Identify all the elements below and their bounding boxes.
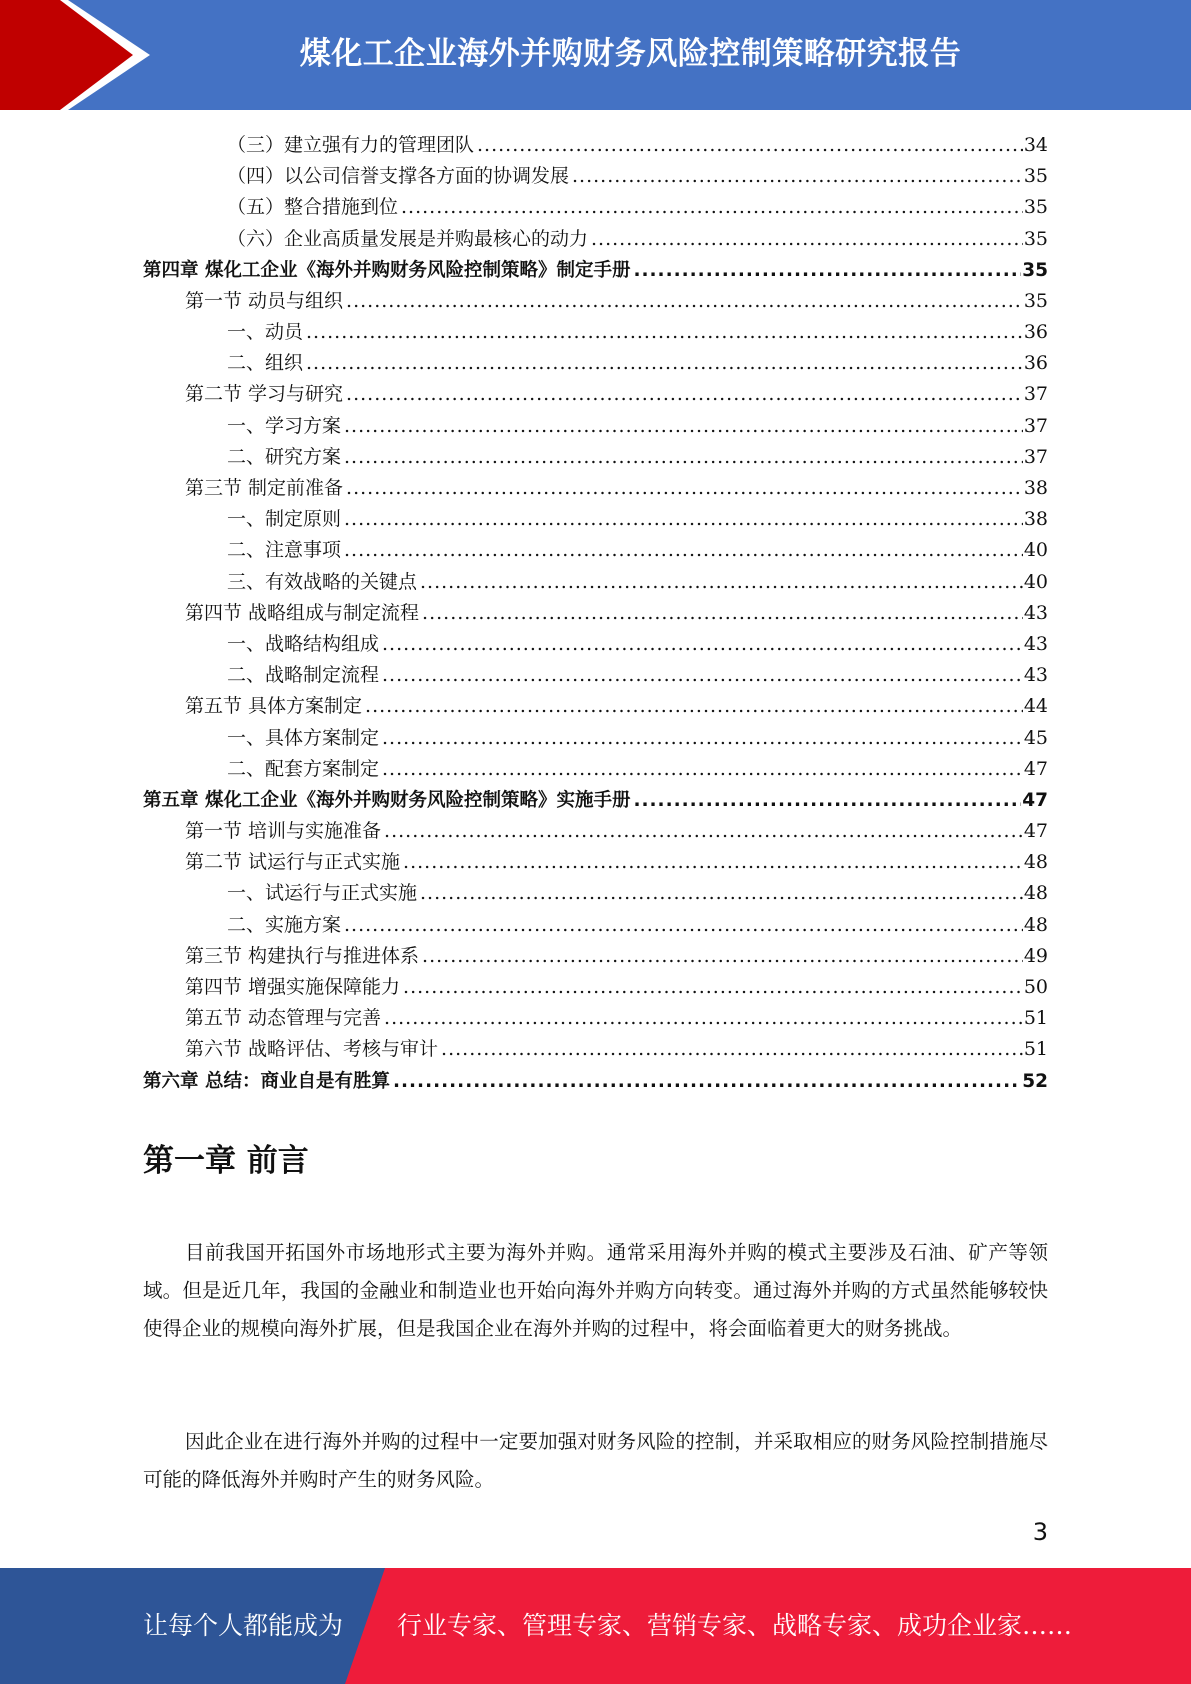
toc-entry-page: 34 <box>1023 133 1048 156</box>
toc-leader-dots <box>384 816 1023 847</box>
toc-entry[interactable] <box>143 754 1048 785</box>
toc-entry-page: 47 <box>1022 789 1048 811</box>
toc-entry-title: 一、制定原则 <box>227 508 342 531</box>
toc-entry-page: 45 <box>1023 726 1048 749</box>
toc-entry-page: 52 <box>1022 1070 1048 1092</box>
toc-leader-dots <box>365 691 1023 722</box>
toc-entry[interactable] <box>143 224 1048 255</box>
toc-leader-dots <box>422 598 1023 629</box>
toc-entry[interactable] <box>143 879 1048 910</box>
toc-entry[interactable] <box>143 473 1048 504</box>
footer-slogan-right: 行业专家、管理专家、营销专家、战略专家、成功企业家…… <box>397 1611 1073 1640</box>
toc-leader-dots <box>346 286 1023 317</box>
toc-entry[interactable] <box>143 598 1048 629</box>
toc-entry-title: 第四节 战略组成与制定流程 <box>185 601 420 624</box>
toc-entry-page: 50 <box>1023 976 1048 999</box>
toc-entry[interactable] <box>143 723 1048 754</box>
toc-entry[interactable] <box>143 161 1048 192</box>
toc-entry[interactable] <box>143 255 1048 286</box>
toc-entry[interactable] <box>143 1034 1048 1065</box>
toc-leader-dots <box>403 847 1023 878</box>
toc-entry-title: 一、试运行与正式实施 <box>227 882 418 905</box>
toc-entry-page: 47 <box>1023 757 1048 780</box>
toc-entry-title: 第一节 培训与实施准备 <box>185 820 382 843</box>
toc-entry-title: 第五节 动态管理与完善 <box>185 1007 382 1030</box>
toc-entry[interactable] <box>143 629 1048 660</box>
toc-leader-dots <box>477 130 1023 161</box>
paragraph-2: 因此企业在进行海外并购的过程中一定要加强对财务风险的控制，并采取相应的财务风险控制措施尽可能的降低海外并购时产生的财务风险。 <box>143 1430 1048 1491</box>
toc-entry[interactable] <box>143 941 1048 972</box>
table-of-contents <box>143 130 1048 1097</box>
toc-entry[interactable] <box>143 1066 1048 1097</box>
toc-entry-page: 51 <box>1023 1038 1048 1061</box>
toc-leader-dots <box>420 878 1023 909</box>
toc-leader-dots <box>344 910 1023 941</box>
toc-entry[interactable] <box>143 317 1048 348</box>
toc-leader-dots <box>393 1066 1021 1097</box>
toc-entry[interactable] <box>143 504 1048 535</box>
toc-entry-page: 47 <box>1023 820 1048 843</box>
toc-leader-dots <box>382 754 1023 785</box>
toc-entry-title: （五）整合措施到位 <box>227 196 399 219</box>
toc-entry-page: 35 <box>1023 289 1048 312</box>
toc-entry-page: 35 <box>1023 227 1048 250</box>
page-number: 3 <box>1032 1518 1048 1546</box>
toc-entry-title: 第五节 具体方案制定 <box>185 695 363 718</box>
toc-entry-title: 三、有效战略的关键点 <box>227 570 418 593</box>
toc-entry-page: 38 <box>1023 508 1048 531</box>
toc-leader-dots <box>403 972 1023 1003</box>
toc-entry-title: （三）建立强有力的管理团队 <box>227 133 475 156</box>
toc-leader-dots <box>344 504 1023 535</box>
toc-entry-title: 第四章 煤化工企业《海外并购财务风险控制策略》制定手册 <box>143 259 631 281</box>
page-footer <box>0 1568 1191 1684</box>
toc-entry-title: 一、动员 <box>227 321 304 344</box>
toc-entry-page: 43 <box>1023 664 1048 687</box>
toc-entry-title: 二、研究方案 <box>227 445 342 468</box>
toc-leader-dots <box>382 629 1023 660</box>
toc-entry-page: 43 <box>1023 632 1048 655</box>
toc-entry-title: 第二节 学习与研究 <box>185 383 344 406</box>
toc-entry-page: 38 <box>1023 477 1048 500</box>
toc-entry-page: 48 <box>1023 851 1048 874</box>
toc-leader-dots <box>344 535 1023 566</box>
toc-entry-page: 48 <box>1023 882 1048 905</box>
toc-entry-title: 第三节 构建执行与推进体系 <box>185 944 420 967</box>
toc-entry-title: 第六章 总结：商业自是有胜算 <box>143 1070 390 1092</box>
toc-entry-title: 一、学习方案 <box>227 414 342 437</box>
toc-entry[interactable] <box>143 660 1048 691</box>
toc-entry-page: 43 <box>1023 601 1048 624</box>
toc-entry[interactable] <box>143 847 1048 878</box>
toc-leader-dots <box>441 1034 1023 1065</box>
toc-entry[interactable] <box>143 348 1048 379</box>
header-arrow-icon <box>0 0 150 110</box>
toc-entry[interactable] <box>143 691 1048 722</box>
toc-leader-dots <box>633 785 1021 816</box>
footer-slogan-left: 让每个人都能成为 <box>143 1611 344 1640</box>
toc-leader-dots <box>591 224 1023 255</box>
toc-entry[interactable] <box>143 286 1048 317</box>
toc-entry-title: 二、组织 <box>227 352 304 375</box>
toc-leader-dots <box>382 723 1023 754</box>
toc-entry[interactable] <box>143 130 1048 161</box>
toc-entry[interactable] <box>143 567 1048 598</box>
toc-entry-page: 35 <box>1023 165 1048 188</box>
toc-entry[interactable] <box>143 411 1048 442</box>
toc-entry[interactable] <box>143 972 1048 1003</box>
toc-leader-dots <box>346 379 1023 410</box>
toc-entry-page: 51 <box>1023 1007 1048 1030</box>
toc-entry-page: 49 <box>1023 944 1048 967</box>
toc-entry-title: 第六节 战略评估、考核与审计 <box>185 1038 439 1061</box>
toc-entry[interactable] <box>143 785 1048 816</box>
toc-entry-page: 36 <box>1023 321 1048 344</box>
toc-entry-title: 二、战略制定流程 <box>227 664 380 687</box>
toc-leader-dots <box>344 442 1023 473</box>
toc-entry-page: 37 <box>1023 383 1048 406</box>
toc-entry-page: 37 <box>1023 445 1048 468</box>
toc-entry[interactable] <box>143 380 1048 411</box>
toc-leader-dots <box>422 941 1023 972</box>
toc-entry-title: （四）以公司信誉支撑各方面的协调发展 <box>227 165 570 188</box>
toc-entry-title: 二、注意事项 <box>227 539 342 562</box>
toc-leader-dots <box>572 161 1023 192</box>
toc-entry-title: 一、具体方案制定 <box>227 726 380 749</box>
toc-entry[interactable] <box>143 816 1048 847</box>
toc-entry-title: 第四节 增强实施保障能力 <box>185 976 401 999</box>
toc-leader-dots <box>346 473 1023 504</box>
toc-entry-title: 第三节 制定前准备 <box>185 477 344 500</box>
toc-entry-page: 35 <box>1022 259 1048 281</box>
toc-entry-title: 二、配套方案制定 <box>227 757 380 780</box>
toc-entry-title: 第二节 试运行与正式实施 <box>185 851 401 874</box>
page-header <box>0 0 1191 110</box>
toc-leader-dots <box>382 660 1023 691</box>
toc-entry-page: 36 <box>1023 352 1048 375</box>
toc-entry[interactable] <box>143 442 1048 473</box>
toc-entry-page: 40 <box>1023 570 1048 593</box>
toc-leader-dots <box>633 255 1021 286</box>
toc-leader-dots <box>306 317 1023 348</box>
toc-entry[interactable] <box>143 910 1048 941</box>
paragraph-1: 目前我国开拓国外市场地形式主要为海外并购。通常采用海外并购的模式主要涉及石油、矿产等领域。但是近几年，我国的金融业和制造业也开始向海外并购方向转变。通过海外并购的方式虽然能够较快使得企业的规模向海外扩展，但是我国企业在海外并购的过程中，将会面临着更大的财务挑战。 <box>143 1241 1048 1340</box>
toc-entry-title: 一、战略结构组成 <box>227 632 380 655</box>
toc-leader-dots <box>344 411 1023 442</box>
toc-entry[interactable] <box>143 535 1048 566</box>
toc-entry-title: 第一节 动员与组织 <box>185 289 344 312</box>
toc-entry-title: 第五章 煤化工企业《海外并购财务风险控制策略》实施手册 <box>143 789 631 811</box>
toc-leader-dots <box>384 1003 1023 1034</box>
toc-entry-page: 37 <box>1023 414 1048 437</box>
toc-entry-page: 35 <box>1023 196 1048 219</box>
chapter-heading: 第一章 前言 <box>143 1143 309 1179</box>
report-title: 煤化工企业海外并购财务风险控制策略研究报告 <box>299 35 962 72</box>
toc-leader-dots <box>401 192 1023 223</box>
toc-leader-dots <box>420 567 1023 598</box>
toc-leader-dots <box>306 348 1023 379</box>
toc-entry-page: 44 <box>1023 695 1048 718</box>
toc-entry[interactable] <box>143 1003 1048 1034</box>
toc-entry-title: 二、实施方案 <box>227 913 342 936</box>
toc-entry[interactable] <box>143 192 1048 223</box>
toc-entry-page: 48 <box>1023 913 1048 936</box>
toc-entry-title: （六）企业高质量发展是并购最核心的动力 <box>227 227 589 250</box>
toc-entry-page: 40 <box>1023 539 1048 562</box>
